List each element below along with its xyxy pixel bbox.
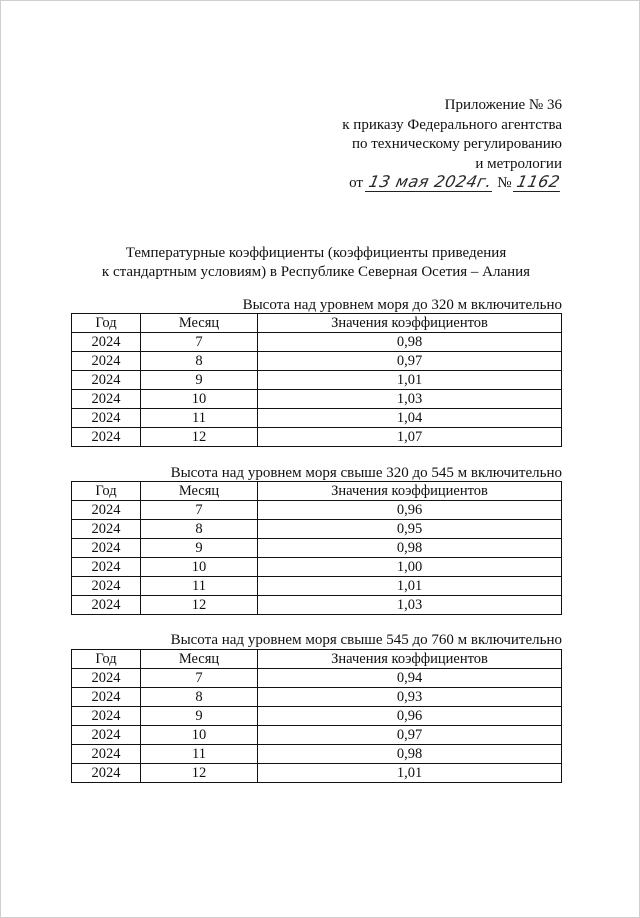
table-row	[72, 669, 562, 688]
cell-value: 0,94	[258, 669, 562, 688]
cell-value: 0,97	[258, 726, 562, 745]
document-title	[70, 244, 562, 282]
section-caption-1: Высота над уровнем моря до 320 м включительно	[242, 297, 562, 313]
cell-year: 2024	[72, 352, 141, 371]
cell-year: 2024	[72, 596, 141, 615]
table-row	[72, 333, 562, 352]
section-caption-3: Высота над уровнем моря свыше 545 до 760 м включительно	[170, 632, 562, 648]
cell-year: 2024	[72, 520, 141, 539]
cell-year: 2024	[72, 409, 141, 428]
col-header-year: Год	[72, 482, 141, 501]
col-header-month: Месяц	[141, 482, 258, 501]
coef-table-1	[71, 313, 562, 447]
appendix-line-2: к приказу Федерального агентства	[342, 116, 562, 133]
cell-year: 2024	[72, 707, 141, 726]
col-header-value: Значения коэффициентов	[258, 650, 562, 669]
col-header-year: Год	[72, 650, 141, 669]
cell-year: 2024	[72, 371, 141, 390]
cell-value: 0,96	[258, 501, 562, 520]
cell-month: 8	[141, 352, 258, 371]
cell-value: 1,03	[258, 596, 562, 615]
order-date-line	[349, 172, 562, 193]
coef-table-3	[71, 649, 562, 783]
col-header-value: Значения коэффициентов	[258, 314, 562, 333]
table-row	[72, 539, 562, 558]
col-header-value: Значения коэффициентов	[258, 482, 562, 501]
cell-year: 2024	[72, 577, 141, 596]
cell-year: 2024	[72, 726, 141, 745]
cell-year: 2024	[72, 333, 141, 352]
cell-value: 1,07	[258, 428, 562, 447]
table-row	[72, 688, 562, 707]
section-caption-2: Высота над уровнем моря свыше 320 до 545 м включительно	[170, 465, 562, 481]
cell-year: 2024	[72, 558, 141, 577]
appendix-header	[342, 96, 562, 174]
cell-year: 2024	[72, 669, 141, 688]
table-row	[72, 352, 562, 371]
cell-year: 2024	[72, 428, 141, 447]
cell-month: 11	[141, 745, 258, 764]
table-row	[72, 520, 562, 539]
table-row	[72, 409, 562, 428]
table-row	[72, 707, 562, 726]
cell-month: 9	[141, 371, 258, 390]
cell-month: 12	[141, 764, 258, 783]
cell-year: 2024	[72, 501, 141, 520]
table-row	[72, 745, 562, 764]
cell-month: 9	[141, 707, 258, 726]
cell-value: 1,04	[258, 409, 562, 428]
cell-value: 1,01	[258, 577, 562, 596]
cell-month: 12	[141, 596, 258, 615]
table-row	[72, 428, 562, 447]
col-header-month: Месяц	[141, 650, 258, 669]
table-header-row	[72, 314, 562, 333]
cell-year: 2024	[72, 539, 141, 558]
cell-month: 7	[141, 501, 258, 520]
order-from-label: от	[349, 175, 363, 191]
cell-year: 2024	[72, 764, 141, 783]
appendix-line-3: по техническому регулированию	[351, 136, 562, 152]
table-row	[72, 726, 562, 745]
cell-value: 0,97	[258, 352, 562, 371]
table-row	[72, 764, 562, 783]
col-header-month: Месяц	[141, 314, 258, 333]
cell-year: 2024	[72, 745, 141, 764]
appendix-line-4: и метрологии	[475, 155, 562, 172]
cell-value: 0,96	[258, 707, 562, 726]
table-row	[72, 558, 562, 577]
table-row	[72, 371, 562, 390]
cell-value: 1,01	[258, 371, 562, 390]
cell-month: 8	[141, 520, 258, 539]
appendix-line-1: Приложение № 36	[444, 97, 562, 113]
cell-month: 10	[141, 558, 258, 577]
cell-year: 2024	[72, 390, 141, 409]
cell-value: 0,95	[258, 520, 562, 539]
table-row	[72, 390, 562, 409]
cell-month: 8	[141, 688, 258, 707]
table-row	[72, 596, 562, 615]
cell-month: 12	[141, 428, 258, 447]
cell-month: 9	[141, 539, 258, 558]
cell-month: 10	[141, 726, 258, 745]
table-header-row	[72, 650, 562, 669]
cell-value: 0,93	[258, 688, 562, 707]
title-line-1: Температурные коэффициенты (коэффициенты приведения	[125, 245, 507, 261]
table-row	[72, 501, 562, 520]
title-line-2: к стандартным условиям) в Республике Северная Осетия – Алания	[101, 264, 531, 280]
cell-value: 1,00	[258, 558, 562, 577]
cell-month: 7	[141, 669, 258, 688]
order-number-label: №	[497, 175, 512, 191]
cell-value: 0,98	[258, 745, 562, 764]
cell-year: 2024	[72, 688, 141, 707]
cell-month: 11	[141, 577, 258, 596]
table-row	[72, 577, 562, 596]
table-header-row	[72, 482, 562, 501]
coef-table-2	[71, 481, 562, 615]
cell-month: 11	[141, 409, 258, 428]
cell-value: 1,03	[258, 390, 562, 409]
cell-month: 10	[141, 390, 258, 409]
order-date-handwritten: 13 мая 2024г.	[365, 172, 496, 192]
cell-month: 7	[141, 333, 258, 352]
cell-value: 0,98	[258, 333, 562, 352]
order-number-handwritten: 1162	[513, 172, 564, 192]
col-header-year: Год	[72, 314, 141, 333]
cell-value: 1,01	[258, 764, 562, 783]
cell-value: 0,98	[258, 539, 562, 558]
